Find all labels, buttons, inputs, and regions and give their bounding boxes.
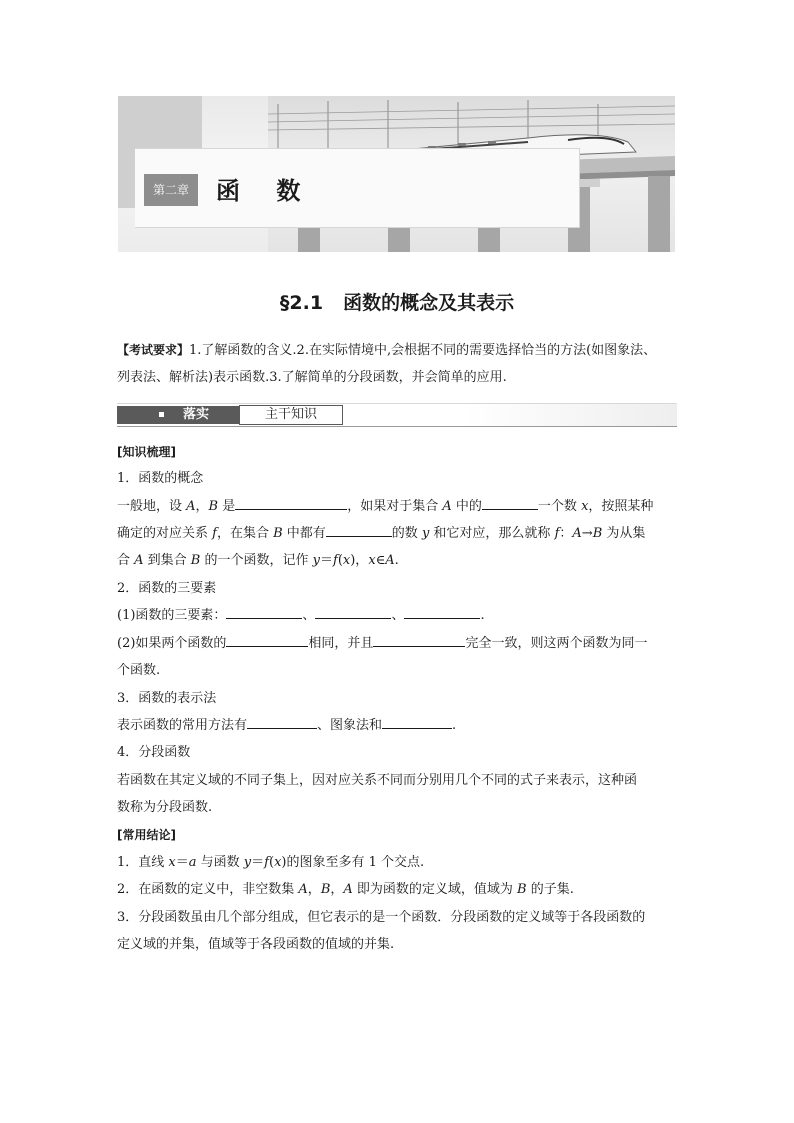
fill-blank[interactable] — [404, 604, 480, 619]
conclusion-2: 2．在函数的定义中，非空数集 A，B，A 即为函数的定义域，值域为 B 的子集. — [117, 882, 574, 897]
knowledge-heading: [知识梳理] — [117, 445, 176, 459]
exam-requirements-line-2: 列表法、解析法)表示函数.3.了解简单的分段函数，并会简单的应用. — [117, 370, 507, 385]
section-heading — [0, 288, 794, 315]
item2-line-2: (2)如果两个函数的 相同，并且 完全一致，则这两个函数为同一 — [117, 630, 679, 658]
fill-blank[interactable] — [315, 604, 391, 619]
exam-requirements-label: 【考试要求】 — [117, 343, 190, 357]
section-title: 函数的概念及其表示 — [343, 292, 515, 314]
fill-blank[interactable] — [226, 604, 302, 619]
section-number: §2.1 — [279, 292, 324, 314]
bar-light-label: 主干知识 — [239, 405, 343, 425]
fill-blank[interactable] — [235, 495, 347, 510]
item1-line-3: 合 A 到集合 B 的一个函数，记作 y＝f(x)，x∈A. — [117, 553, 399, 568]
conclusion-1: 1．直线 x＝a 与函数 y＝f(x)的图象至多有 1 个交点. — [117, 855, 425, 870]
chapter-banner — [118, 96, 675, 252]
fill-blank[interactable] — [326, 522, 392, 537]
conclusion-3-line-2: 定义域的并集，值域等于各段函数的值域的并集. — [117, 937, 395, 952]
item3-line-1: 表示函数的常用方法有 、图象法和 . — [117, 712, 679, 740]
fill-blank[interactable] — [226, 632, 308, 647]
conclusion-3-line-1: 3．分段函数虽由几个部分组成，但它表示的是一个函数．分段函数的定义域等于各段函数的 — [117, 910, 646, 925]
conclusions-heading: [常用结论] — [117, 828, 176, 842]
bar-dark-tab — [117, 406, 239, 424]
chapter-title: 函 数 — [216, 177, 315, 205]
banner-title-panel — [135, 148, 580, 228]
item4-line-1: 若函数在其定义域的不同子集上，因对应关系不同而分别用几个不同的式子来表示，这种函 — [117, 773, 638, 788]
chapter-badge: 第二章 — [144, 174, 198, 206]
exam-requirements-line-1: 【考试要求】1.了解函数的含义.2.在实际情境中,会根据不同的需要选择恰当的方法(如图象法、 — [117, 343, 657, 358]
fill-blank[interactable] — [382, 714, 452, 729]
item1-title: 1．函数的概念 — [117, 471, 204, 486]
item4-title: 4．分段函数 — [117, 745, 191, 760]
fill-blank[interactable] — [373, 632, 465, 647]
fill-blank[interactable] — [482, 495, 538, 510]
item2-line-1: (1)函数的三要素： 、 、 . — [117, 602, 679, 630]
item2-line-3: 个函数. — [117, 663, 161, 678]
item4-line-2: 数称为分段函数. — [117, 800, 213, 815]
fill-blank[interactable] — [247, 714, 317, 729]
bar-square-icon — [159, 412, 164, 417]
item2-title: 2．函数的三要素 — [117, 581, 217, 596]
item1-line-2: 确定的对应关系 f，在集合 B 中都有 的数 y 和它对应，那么就称 f：A→B 为从集 — [117, 520, 679, 548]
section-bar — [117, 403, 677, 427]
bar-dark-label: 落实 — [183, 407, 210, 422]
item1-line-1: 一般地，设 A，B 是 ，如果对于集合 A 中的 一个数 x，按照某种 — [117, 493, 679, 521]
item3-title: 3．函数的表示法 — [117, 691, 217, 706]
